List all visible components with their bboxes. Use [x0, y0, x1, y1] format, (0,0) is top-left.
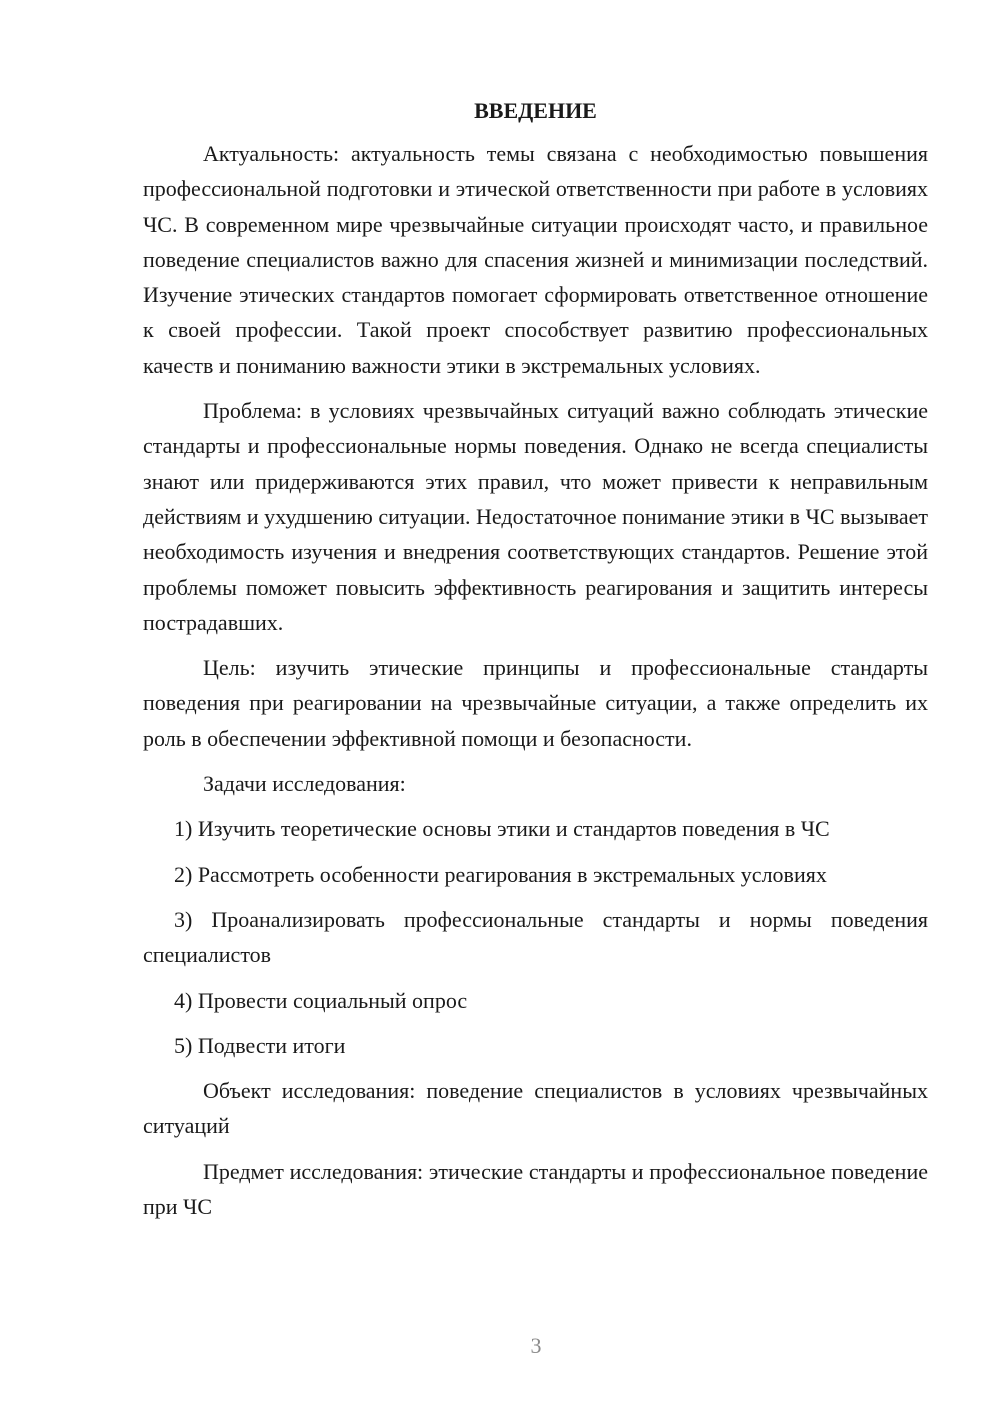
section-title: ВВЕДЕНИЕ — [474, 98, 597, 123]
page-number: 3 — [530, 1333, 542, 1358]
task-item-1: 1) Изучить теоретические основы этики и стандартов поведения в ЧС — [174, 816, 830, 842]
paragraph-problem: Проблема: в условиях чрезвычайных ситуаций важно соблюдать этические стандарты и профессиональные нормы поведения. Однако не всегда специалисты знают или придерживаются этих правил, что может привести к неправильным действиям и ухудшению ситуации. Недостаточное понимание этики в ЧС вызывает необходимость изучения и внедрения соответствующих стандартов. Решение этой проблемы поможет повысить эффективность реагирования и защитить интересы пострадавших. — [143, 398, 928, 635]
paragraph-relevance: Актуальность: актуальность темы связана с необходимостью повышения профессиональной подготовки и этической ответственности при работе в условиях ЧС. В современном мире чрезвычайные ситуации происходят часто, и правильное поведение специалистов важно для спасения жизней и минимизации последствий. Изучение этических стандартов помогает сформировать ответственное отношение к своей профессии. Такой проект способствует развитию профессиональных качеств и пониманию важности этики в экстремальных условиях. — [143, 141, 928, 378]
task-item-2: 2) Рассмотреть особенности реагирования в экстремальных условиях — [174, 861, 827, 887]
page-content — [143, 96, 928, 1234]
tasks-heading: Задачи исследования: — [203, 771, 406, 797]
task-item-4: 4) Провести социальный опрос — [174, 987, 468, 1013]
task-item-3: 3) Проанализировать профессиональные стандарты и нормы поведения специалистов — [143, 906, 928, 968]
paragraph-object: Объект исследования: поведение специалистов в условиях чрезвычайных ситуаций — [143, 1078, 928, 1139]
task-item-5: 5) Подвести итоги — [174, 1032, 346, 1058]
paragraph-subject: Предмет исследования: этические стандарты и профессиональное поведение при ЧС — [143, 1158, 928, 1220]
paragraph-goal: Цель: изучить этические принципы и профессиональные стандарты поведения при реагировании на чрезвычайные ситуации, а также определить их роль в обеспечении эффективной помощи и безопасности. — [143, 655, 928, 751]
